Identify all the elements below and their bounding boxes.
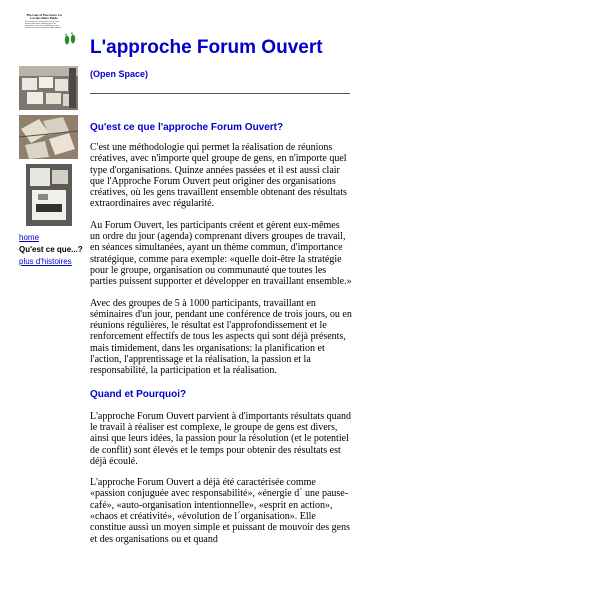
whale-sign-photo (26, 164, 72, 226)
title-divider (90, 93, 350, 94)
nav-more-stories-link[interactable]: plus d'histoires (19, 257, 72, 266)
logo-title: The Law of Two Feet / La Loi des Deux Pieds (26, 14, 62, 21)
law-of-two-feet-logo (23, 14, 79, 52)
logo-text-block (25, 14, 63, 46)
paragraph-3: Avec des groupes de 5 à 1000 participants, travaillant en séminaires d'un jour, pendant une conférence de trois jours, ou en réunions régulières, le résultat est l'approfondissement et le renforcement effectifs de tous les aspects qui sont déjà présents, mais timidement, dans les organisations: la planification et l'action, l'apprentissage et la réalisation, la passion et la responsabilité, la participation et la réalisation. (90, 297, 352, 377)
workshop-wall-photo (19, 66, 78, 110)
paragraph-2: Au Forum Ouvert, les participants créent et gèrent eux-mêmes un ordre du jour (agenda) comprenant divers groupes de travail, en séances simultanées, ayant un thème commun, d'importance stratégique, comme para exemple: «quelle doit-être la stratégie pour le groupe, organisation ou communauté que toutes les parties puissent supporter et développer en travaillant ensemble.» (90, 219, 352, 288)
page-title: L'approche Forum Ouvert (90, 37, 323, 58)
section-heading-when-why: Quand et Pourquoi? (90, 388, 187, 400)
paragraph-4: L'approche Forum Ouvert parvient à d'importants résultats quand le travail à réaliser est complexe, le groupe de gens est divers, ainsi que leurs idées, la passion pour la résolution (et le potentiel de conflit) sont élevés et le temps pour obtenir des résultats est déjà écoulé. (90, 410, 352, 467)
page-subtitle: (Open Space) (90, 69, 149, 79)
logo-caption: Si au cours de la rencontre, vous vous trouvez dans une situation où vous n'apprenez rien ni ne contribuez à rien, servez-vous de vos pieds et allez ailleurs. (25, 20, 62, 29)
nav-home-link[interactable]: home (19, 233, 40, 242)
paragraph-5: L'approche Forum Ouvert a déjà été caractérisée comme «passion conjuguée avec responsabilité», «énergie d´ une pause-café», «auto-organisation intentionnelle», «esprit en action», «chaos et créativité», «évolution de l´organisation». Elle constitue aussi un moyen simple et puissant de mouvoir des gens et des organisations ou et quand (90, 477, 350, 545)
main-content (90, 36, 352, 545)
nav-current-item: Qu'est ce que...? (19, 245, 83, 254)
section-heading-what: Qu'est ce que l'approche Forum Ouvert? (90, 122, 284, 133)
footprints-icon (63, 32, 77, 46)
paragraph-1: C'est une méthodologie qui permet la réalisation de réunions créatives, avec n'importe quel groupe de gens, en n'importe quel type d'organisations. Quinze années passées et il est aussi clair que l'Approche Forum Ouvert peut originer des organisations créatives, où les gens travaillent ensemble obtenant des résultats extraordinaires avec régularité. (90, 142, 347, 210)
papers-floor-photo (19, 115, 78, 159)
